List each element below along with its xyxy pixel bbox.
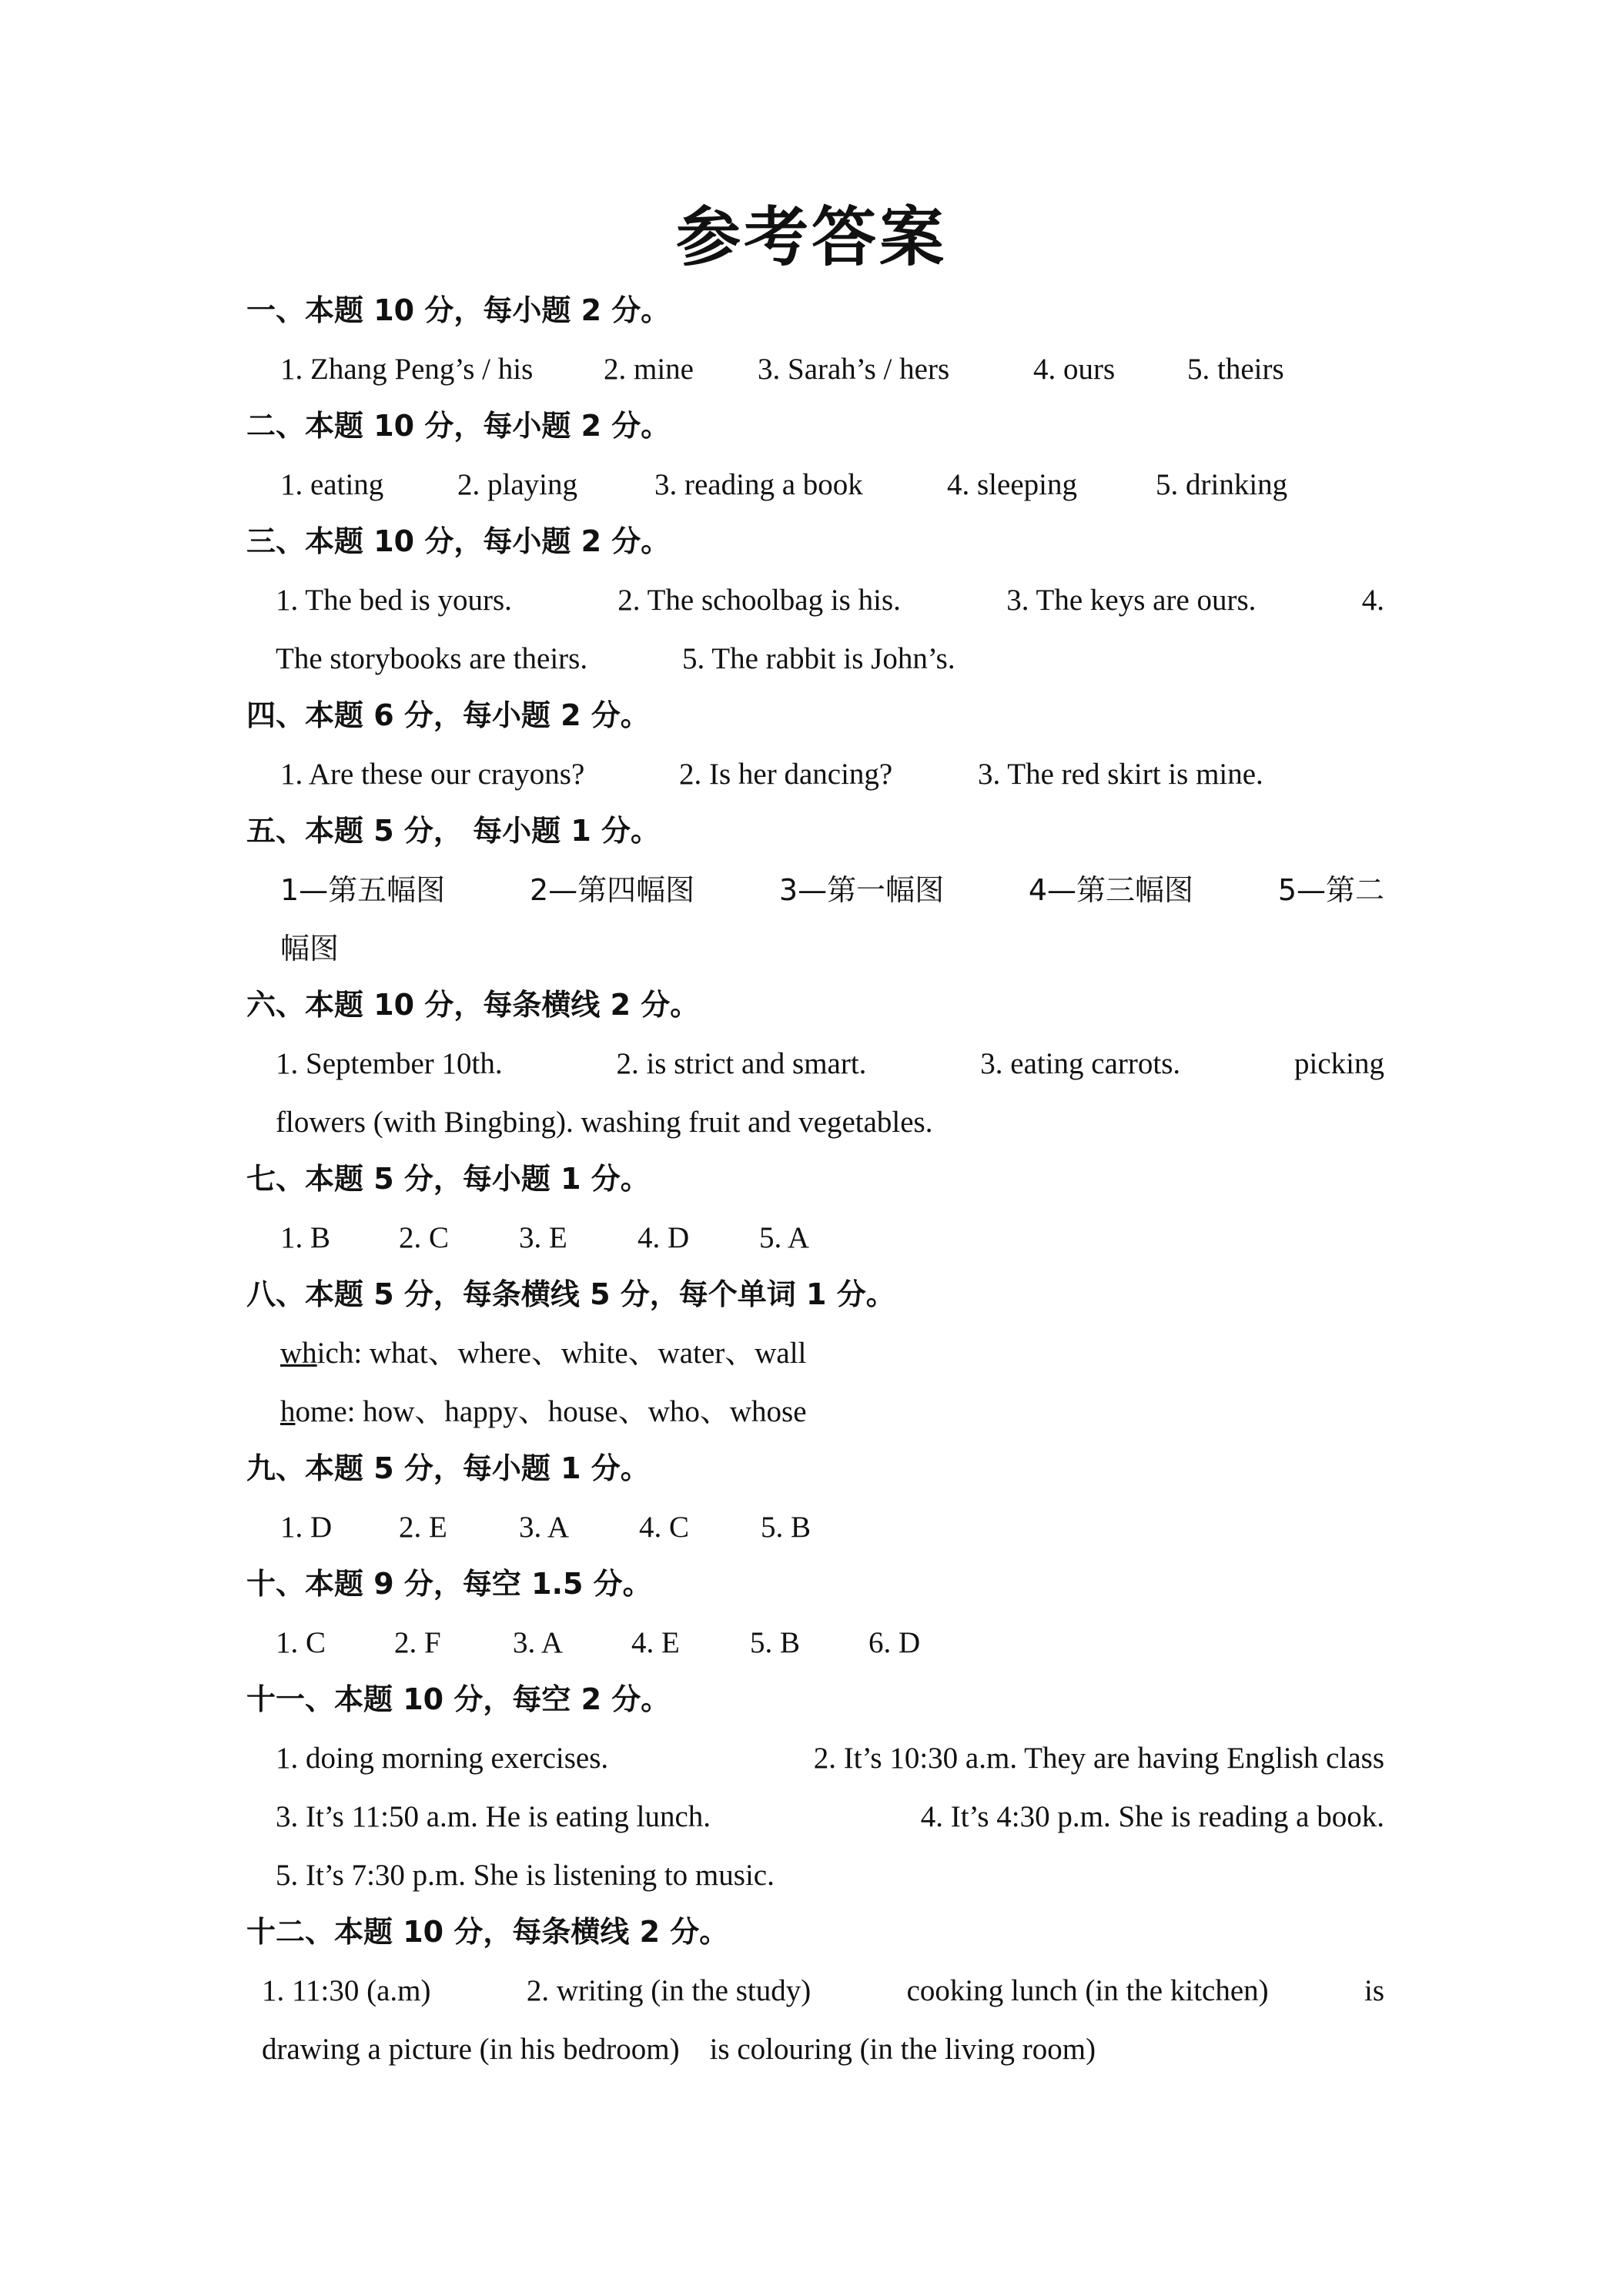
answer-item: 4. It’s 4:30 p.m. She is reading a book. bbox=[920, 1800, 1384, 1833]
answer-item: 1. doing morning exercises. bbox=[276, 1742, 609, 1775]
section-3-heading: 三、本题 10 分，每小题 2 分。 bbox=[246, 524, 671, 558]
answer-item: 2. The schoolbag is his. bbox=[617, 584, 901, 617]
answer-item: 5. B bbox=[750, 1626, 801, 1659]
answer-item: 3. reading a book bbox=[654, 468, 863, 501]
answer-item: 1. D bbox=[280, 1511, 333, 1544]
answer-item: 3. eating carrots. bbox=[980, 1047, 1181, 1080]
answer-item: 3. A bbox=[513, 1626, 564, 1659]
section-5-line-1 bbox=[280, 870, 1384, 910]
section-3-line-1 bbox=[276, 581, 1384, 621]
answer-item: 1. The bed is yours. bbox=[276, 584, 512, 617]
answer-item: 2—第四幅图 bbox=[529, 873, 695, 907]
answer-item: 2. C bbox=[399, 1221, 450, 1254]
answer-item: 2. is strict and smart. bbox=[616, 1047, 867, 1080]
section-6-line-2: flowers (with Bingbing). washing fruit and vegetables. bbox=[276, 1106, 933, 1139]
answer-item: 3—第一幅图 bbox=[778, 873, 945, 907]
answer-item: 3. Sarah’s / hers bbox=[758, 353, 950, 386]
answer-item: The storybooks are theirs. bbox=[276, 642, 588, 675]
section-8-line-2 bbox=[280, 1392, 807, 1432]
section-4-answers bbox=[280, 755, 1263, 795]
section-11-line-1 bbox=[276, 1739, 1384, 1779]
section-9-heading: 九、本题 5 分，每小题 1 分。 bbox=[246, 1451, 650, 1485]
answer-item: 4. sleeping bbox=[947, 468, 1077, 501]
answer-item: 1. C bbox=[276, 1626, 326, 1659]
answer-item: 1. September 10th. bbox=[276, 1047, 503, 1080]
section-1-answers bbox=[280, 350, 1284, 390]
answer-item: 4. ours bbox=[1033, 353, 1116, 386]
answer-item: 4—第三幅图 bbox=[1028, 873, 1194, 907]
answer-item: 1. Zhang Peng’s / his bbox=[280, 353, 534, 386]
answer-item: 3. E bbox=[519, 1221, 567, 1254]
answer-item: 5. theirs bbox=[1187, 353, 1284, 386]
answer-item: 1. B bbox=[280, 1221, 331, 1254]
section-7-answers bbox=[280, 1218, 809, 1258]
answer-item: 1. eating bbox=[280, 468, 384, 501]
answer-item: picking bbox=[1294, 1047, 1384, 1080]
section-10-answers bbox=[276, 1623, 920, 1663]
answer-item: 5—第二 bbox=[1277, 873, 1384, 907]
section-1-heading: 一、本题 10 分，每小题 2 分。 bbox=[246, 293, 671, 327]
section-11-line-3: 5. It’s 7:30 p.m. She is listening to music. bbox=[276, 1859, 775, 1892]
section-12-heading: 十二、本题 10 分，每条横线 2 分。 bbox=[246, 1915, 729, 1949]
section-6-line-1 bbox=[276, 1044, 1384, 1084]
section-12-line-2: drawing a picture (in his bedroom) is colouring (in the living room) bbox=[262, 2033, 1096, 2066]
section-9-answers bbox=[280, 1508, 811, 1548]
section-8-line-1 bbox=[280, 1334, 806, 1374]
answer-item: 2. writing (in the study) bbox=[526, 1974, 812, 2007]
answer-item: is bbox=[1364, 1974, 1384, 2007]
answer-item: 1. 11:30 (a.m) bbox=[262, 1974, 431, 2007]
underlined-letters: wh bbox=[280, 1337, 317, 1370]
page-title: 参考答案 bbox=[675, 199, 947, 275]
section-3-line-2 bbox=[276, 639, 955, 679]
answer-item: 4. C bbox=[639, 1511, 690, 1544]
section-2-heading: 二、本题 10 分，每小题 2 分。 bbox=[246, 409, 671, 443]
answer-item: 3. The red skirt is mine. bbox=[978, 758, 1263, 791]
word-list: ich: what、where、white、water、wall bbox=[316, 1337, 807, 1370]
answer-item: 2. playing bbox=[457, 468, 577, 501]
answer-item: 2. F bbox=[394, 1626, 441, 1659]
answer-item: 2. Is her dancing? bbox=[679, 758, 893, 791]
section-5-line-2: 幅图 bbox=[280, 932, 340, 966]
section-5-heading: 五、本题 5 分， 每小题 1 分。 bbox=[246, 814, 661, 848]
answer-item: 3. The keys are ours. bbox=[1006, 584, 1257, 617]
section-7-heading: 七、本题 5 分，每小题 1 分。 bbox=[246, 1162, 650, 1196]
answer-item: 4. bbox=[1361, 584, 1385, 617]
section-2-answers bbox=[280, 465, 1287, 505]
underlined-letters: h bbox=[280, 1395, 296, 1428]
answer-item: 5. drinking bbox=[1156, 468, 1288, 501]
answer-item: cooking lunch (in the kitchen) bbox=[906, 1974, 1269, 2007]
answer-item: 1. Are these our crayons? bbox=[280, 758, 585, 791]
section-6-heading: 六、本题 10 分，每条横线 2 分。 bbox=[246, 988, 700, 1022]
answer-item: 4. E bbox=[631, 1626, 680, 1659]
answer-item: 4. D bbox=[637, 1221, 690, 1254]
answer-item: 3. A bbox=[519, 1511, 570, 1544]
section-11-heading: 十一、本题 10 分，每空 2 分。 bbox=[246, 1682, 671, 1716]
answer-item: 3. It’s 11:50 a.m. He is eating lunch. bbox=[276, 1800, 711, 1833]
section-10-heading: 十、本题 9 分，每空 1.5 分。 bbox=[246, 1567, 652, 1601]
answer-item: 1—第五幅图 bbox=[280, 873, 446, 907]
answer-item: 5. A bbox=[759, 1221, 810, 1254]
answer-item: 2. mine bbox=[604, 353, 694, 386]
section-8-heading: 八、本题 5 分，每条横线 5 分，每个单词 1 分。 bbox=[246, 1277, 895, 1311]
section-11-line-2 bbox=[276, 1797, 1384, 1837]
answer-item: 2. E bbox=[399, 1511, 447, 1544]
answer-item: 5. B bbox=[761, 1511, 812, 1544]
section-4-heading: 四、本题 6 分，每小题 2 分。 bbox=[246, 698, 650, 732]
answer-item: 5. The rabbit is John’s. bbox=[682, 642, 955, 675]
answer-item: 2. It’s 10:30 a.m. They are having English class bbox=[813, 1742, 1384, 1775]
answer-item: 6. D bbox=[868, 1626, 921, 1659]
section-12-line-1 bbox=[262, 1971, 1384, 2011]
word-list: ome: how、happy、house、who、whose bbox=[295, 1395, 807, 1428]
